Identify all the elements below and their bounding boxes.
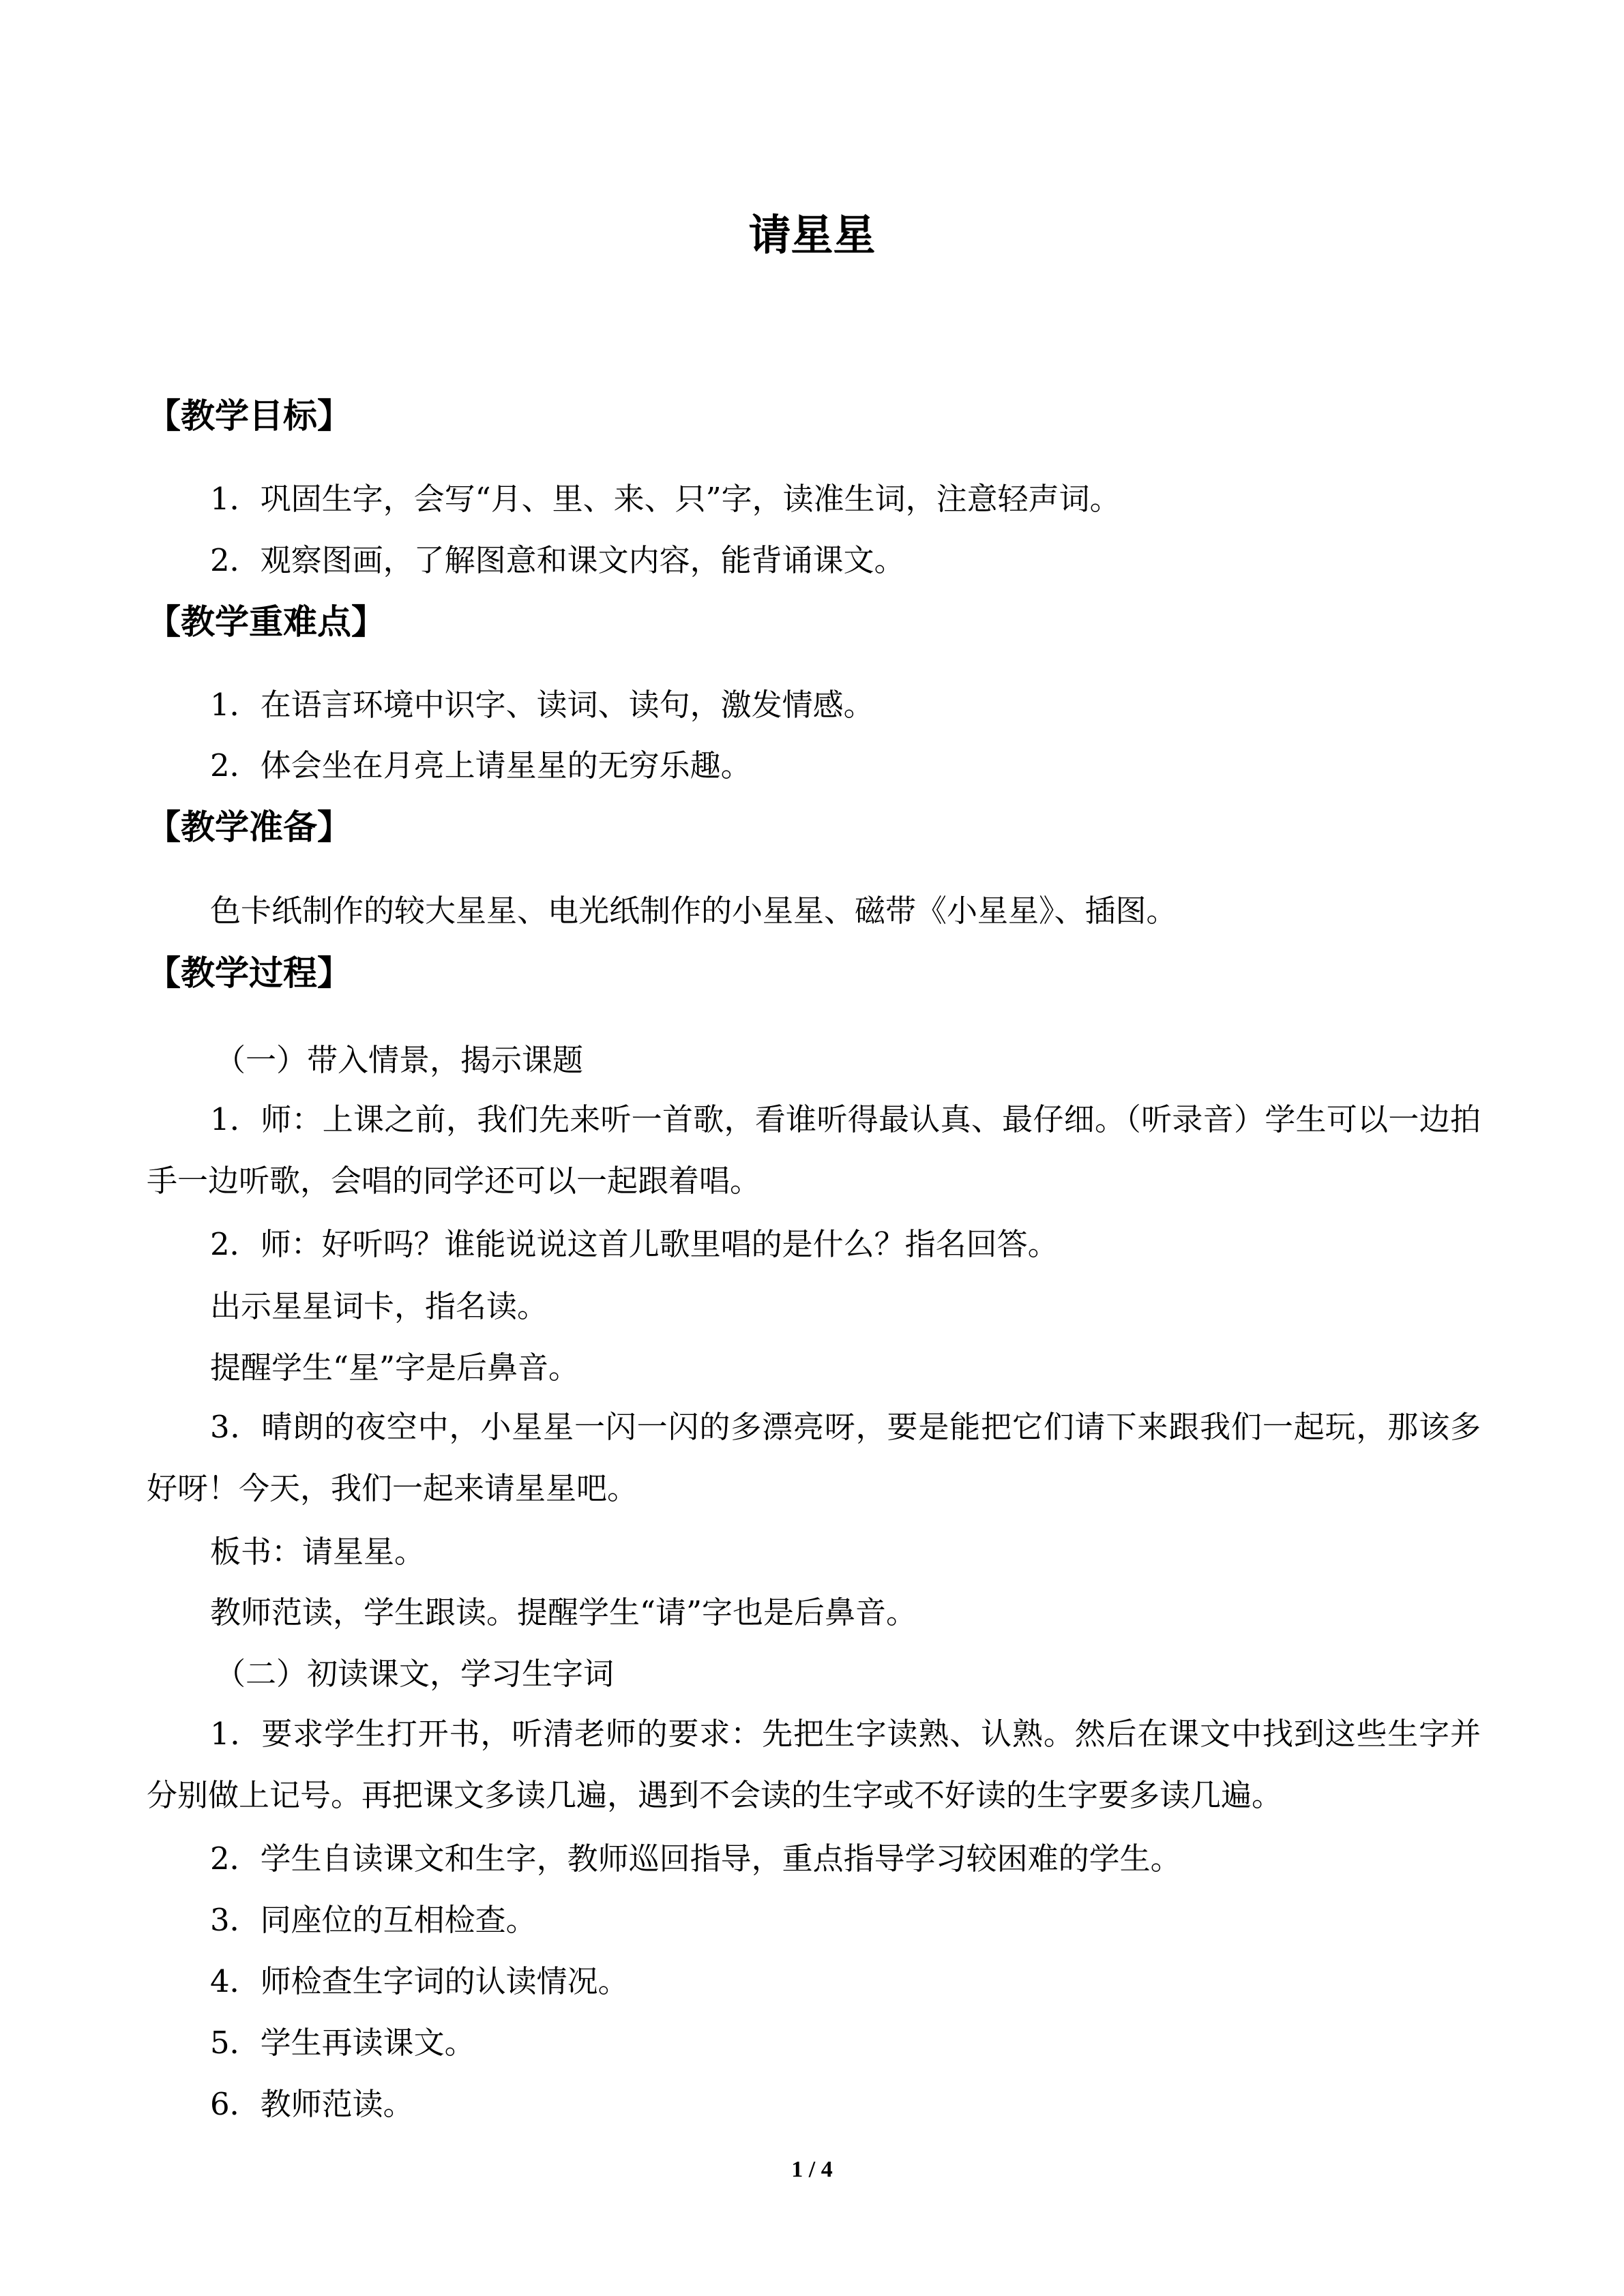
paragraph: 2．学生自读课文和生字，教师巡回指导，重点指导学习较困难的学生。 [210, 1840, 1181, 1877]
section-heading-key-points: 【教学重难点】 [147, 602, 385, 642]
paragraph: 1．师：上课之前，我们先来听一首歌，看谁听得最认真、最仔细。（听录音）学生可以一边拍手一边听歌，会唱的同学还可以一起跟着唱。 [147, 1101, 1481, 1199]
subsection-title: （二）初读课文，学习生字词 [215, 1656, 615, 1692]
paragraph: 提醒学生“星”字是后鼻音。 [210, 1350, 580, 1386]
page-title: 请星星 [748, 210, 876, 260]
paragraph: 4．师检查生字词的认读情况。 [210, 1963, 629, 1999]
paragraph: 出示星星词卡，指名读。 [210, 1288, 548, 1324]
paragraph: 3．同座位的互相检查。 [210, 1902, 537, 1938]
paragraph: 6．教师范读。 [210, 2086, 414, 2122]
page-number: 1 / 4 [791, 2157, 833, 2182]
subsection-title: （一）带入情景，揭示课题 [215, 1042, 584, 1078]
section-heading-preparation: 【教学准备】 [147, 807, 351, 847]
paragraph: 5．学生再读课文。 [210, 2025, 475, 2061]
key-point-item: 2．体会坐在月亮上请星星的无穷乐趣。 [210, 747, 752, 784]
paragraph: 2．师：好听吗？谁能说说这首儿歌里唱的是什么？指名回答。 [210, 1226, 1059, 1262]
paragraph: 板书：请星星。 [210, 1534, 426, 1570]
goal-item: 1．巩固生字，会写“月、里、来、只”字，读准生词，注意轻声词。 [210, 481, 1121, 517]
key-point-item: 1．在语言环境中识字、读词、读句，激发情感。 [210, 687, 874, 723]
goal-item: 2．观察图画，了解图意和课文内容，能背诵课文。 [210, 542, 905, 578]
paragraph: 3．晴朗的夜空中，小星星一闪一闪的多漂亮呀，要是能把它们请下来跟我们一起玩，那该多好呀！今天，我们一起来请星星吧。 [147, 1409, 1481, 1506]
paragraph: 1．要求学生打开书，听清老师的要求：先把生字读熟、认熟。然后在课文中找到这些生字并分别做上记号。再把课文多读几遍，遇到不会读的生字或不好读的生字要多读几遍。 [147, 1716, 1481, 1813]
section-heading-goals: 【教学目标】 [147, 396, 351, 436]
paragraph: 教师范读，学生跟读。提醒学生“请”字也是后鼻音。 [210, 1594, 917, 1630]
section-heading-process: 【教学过程】 [147, 953, 351, 993]
preparation-text: 色卡纸制作的较大星星、电光纸制作的小星星、磁带《小星星》、插图。 [210, 893, 1177, 929]
